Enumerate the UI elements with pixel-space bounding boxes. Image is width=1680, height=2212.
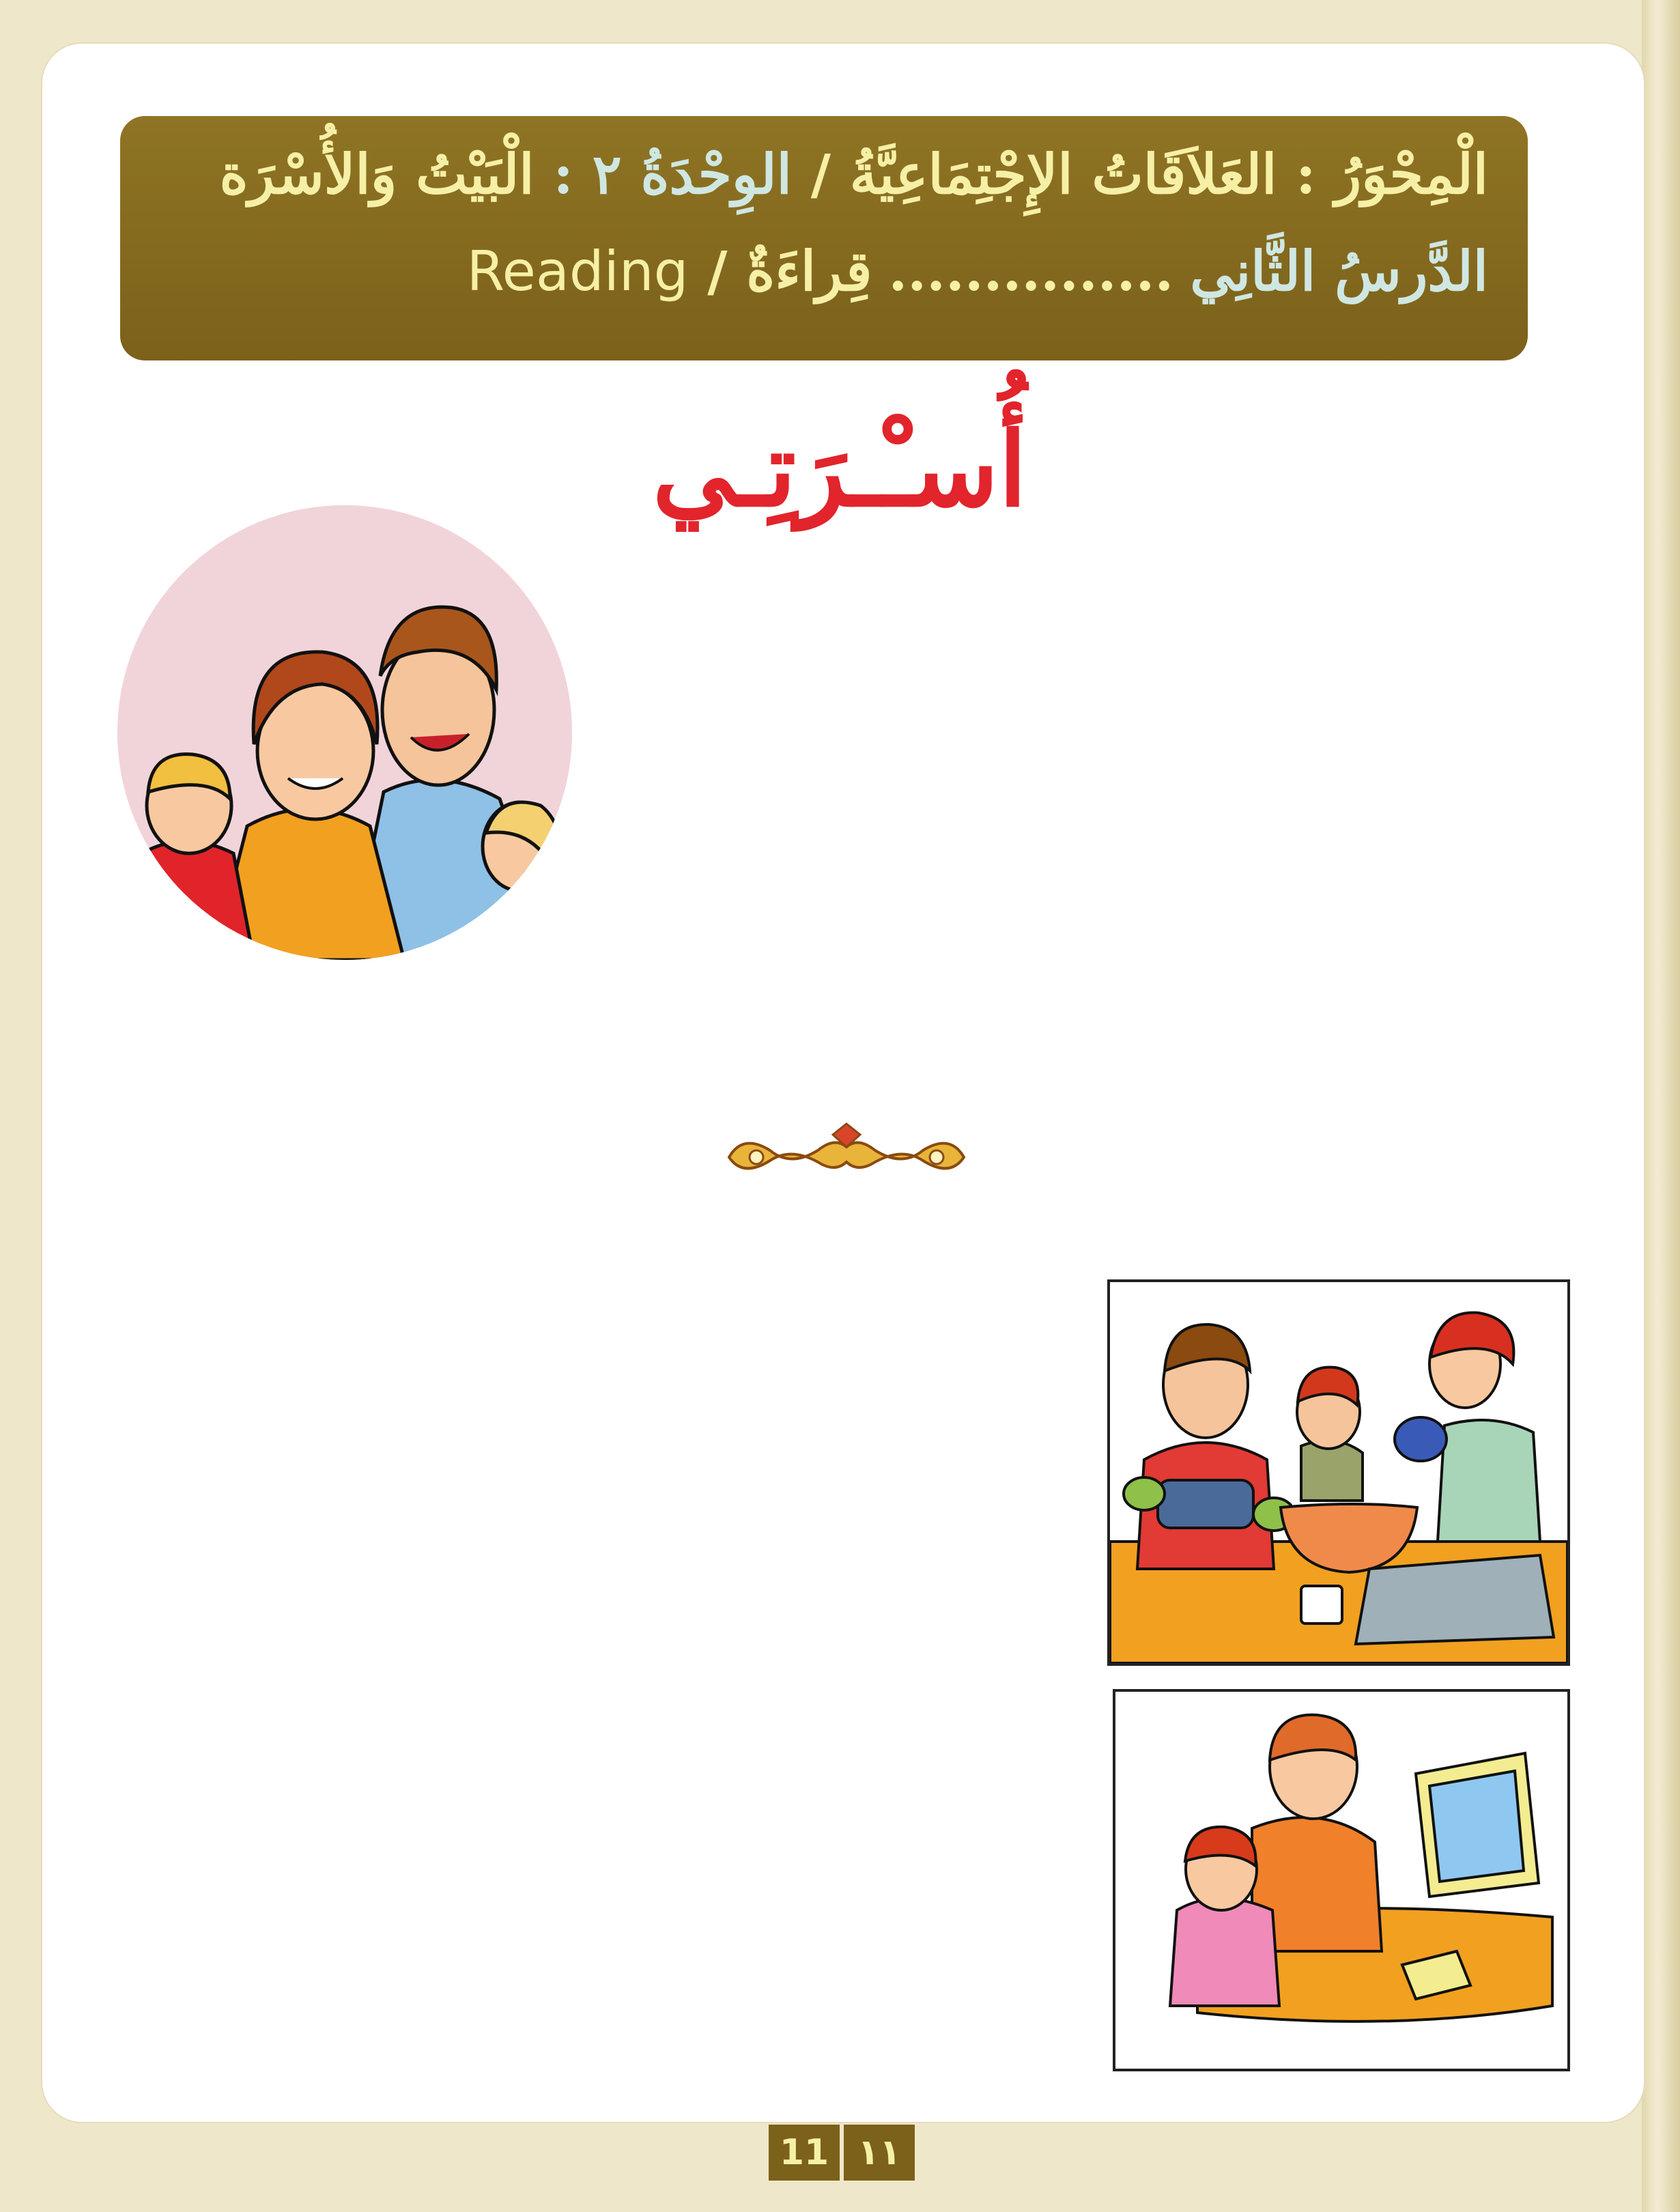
family-portrait-image [117, 505, 572, 960]
lesson-header [120, 116, 1528, 360]
axis-label: الْمِحْوَرُ : [1277, 142, 1488, 206]
page-edge [1642, 0, 1680, 2212]
reading-en: Reading [466, 240, 689, 303]
page-number-arabic: ١١ [844, 2125, 915, 2181]
header-axis-line [160, 142, 1488, 206]
computer-family-image [1113, 1689, 1570, 2071]
axis-value: العَلاَقَاتُ الإِجْتِمَاعِيَّةُ / [791, 142, 1277, 206]
reading-ar: قِراءَةٌ / [688, 239, 872, 303]
lesson-label: الدَّرسُ الثَّانِي [1190, 239, 1488, 303]
header-dots: ............... [888, 239, 1174, 303]
ornament-divider-icon [715, 1120, 978, 1188]
unit-value: الْبَيْتُ وَالأُسْرَة [219, 142, 535, 206]
page-title: أُسـْـرَتِـي [652, 410, 1027, 530]
page-number-latin: 11 [769, 2125, 840, 2181]
kitchen-family-image [1107, 1279, 1570, 1666]
page-number [769, 2125, 915, 2181]
header-lesson-line [160, 239, 1488, 303]
unit-label: الوِحْدَةُ ٢ : [534, 142, 792, 206]
